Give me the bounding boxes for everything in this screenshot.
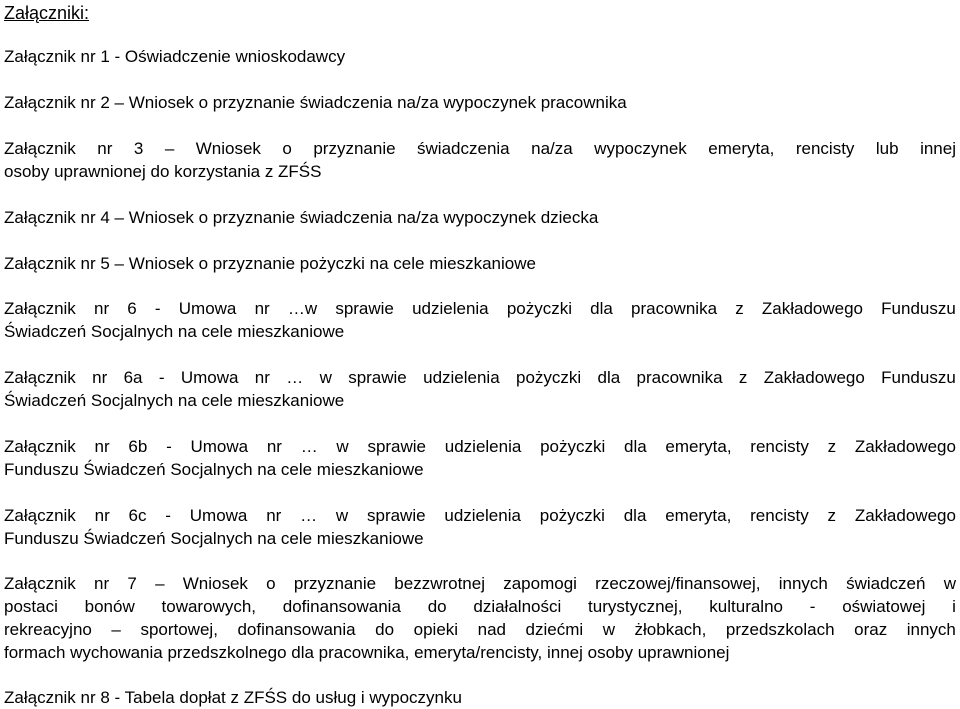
- word: sprawie: [366, 506, 426, 525]
- word: 3: [133, 139, 144, 158]
- word: z: [738, 368, 748, 387]
- attachment-8: [4, 686, 956, 709]
- word: Umowa: [190, 437, 249, 456]
- word: Załącznik: [4, 139, 76, 158]
- attachment-line: Funduszu Świadczeń Socjalnych na cele mieszkaniowe: [4, 529, 424, 548]
- word: dofinansowania: [282, 597, 401, 616]
- word: -: [158, 368, 165, 387]
- word: do: [375, 620, 395, 639]
- word: -: [154, 299, 161, 318]
- word: świadczeń: [846, 574, 926, 593]
- word: Zakładowego: [854, 506, 956, 525]
- word: przyznanie: [293, 574, 377, 593]
- attachment-line: Załącznik nr 1 - Oświadczenie wnioskodawcy: [4, 47, 346, 66]
- word: bezzwrotnej: [394, 574, 485, 593]
- word: nr: [94, 574, 110, 593]
- word: dla: [623, 437, 647, 456]
- word: o: [282, 139, 292, 158]
- attachment-2: [4, 91, 956, 114]
- word: 6c: [128, 506, 147, 525]
- word: Funduszu: [881, 368, 956, 387]
- word: dla: [590, 299, 613, 318]
- word: w: [943, 574, 956, 593]
- word: nr: [266, 437, 282, 456]
- attachment-line: [4, 618, 956, 641]
- word: nad: [477, 620, 506, 639]
- word: na/za: [531, 139, 573, 158]
- word: w: [335, 506, 349, 525]
- word: pracownika: [636, 368, 723, 387]
- word: turystycznej,: [588, 597, 683, 616]
- word: Wniosek: [182, 574, 248, 593]
- word: w: [336, 437, 349, 456]
- word: 6b: [128, 437, 148, 456]
- attachment-6a: [4, 366, 956, 412]
- attachment-line: [4, 595, 956, 618]
- word: Umowa: [189, 506, 248, 525]
- word: Załącznik: [4, 299, 76, 318]
- word: -: [165, 506, 171, 525]
- word: …: [300, 506, 318, 525]
- attachment-line: Załącznik nr 4 – Wniosek o przyznanie świadczenia na/za wypoczynek dziecka: [4, 208, 599, 227]
- word: udzielenia: [444, 506, 521, 525]
- attachment-3: [4, 137, 956, 183]
- attachment-line: formach wychowania przedszkolnego dla pracownika, emeryta/rencisty, innej osoby uprawnionej: [4, 643, 730, 662]
- attachment-6: [4, 297, 956, 343]
- word: w: [319, 368, 332, 387]
- word: do: [427, 597, 447, 616]
- word: przyznanie: [313, 139, 396, 158]
- attachment-6b: [4, 435, 956, 481]
- word: opieki: [413, 620, 459, 639]
- word: pożyczki: [540, 437, 606, 456]
- word: nr: [92, 368, 108, 387]
- word: dziećmi: [525, 620, 584, 639]
- word: innej: [920, 139, 956, 158]
- attachment-line: Załącznik nr 8 - Tabela dopłat z ZFŚS do usług i wypoczynku: [4, 688, 462, 707]
- word: z: [827, 437, 837, 456]
- word: nr: [93, 299, 110, 318]
- word: Zakładowego: [854, 437, 956, 456]
- word: …w: [287, 299, 318, 318]
- attachment-line: Świadczeń Socjalnych na cele mieszkaniowe: [4, 322, 345, 341]
- word: Umowa: [178, 299, 237, 318]
- word: wypoczynek: [594, 139, 687, 158]
- word: zapomogi: [503, 574, 577, 593]
- word: dofinansowania: [237, 620, 356, 639]
- word: z: [827, 506, 837, 525]
- word: Załącznik: [4, 506, 76, 525]
- word: lub: [875, 139, 899, 158]
- word: towarowych,: [161, 597, 256, 616]
- word: –: [155, 574, 165, 593]
- word: żłobkach,: [634, 620, 707, 639]
- word: Wniosek: [195, 139, 261, 158]
- word: oświatowej: [842, 597, 926, 616]
- word: nr: [254, 368, 270, 387]
- attachment-line: [4, 504, 956, 527]
- word: innych: [778, 574, 828, 593]
- word: …: [286, 368, 304, 387]
- word: -: [809, 597, 816, 616]
- word: pożyczki: [539, 506, 605, 525]
- word: dla: [623, 506, 647, 525]
- word: 6: [127, 299, 137, 318]
- attachment-line: Załącznik nr 2 – Wniosek o przyznanie świadczenia na/za wypoczynek pracownika: [4, 93, 627, 112]
- attachment-line: Funduszu Świadczeń Socjalnych na cele mieszkaniowe: [4, 460, 424, 479]
- word: w: [602, 620, 615, 639]
- word: Zakładowego: [763, 368, 865, 387]
- word: rencisty: [795, 139, 855, 158]
- word: rencisty: [750, 506, 809, 525]
- word: emeryta,: [665, 506, 732, 525]
- word: działalności: [473, 597, 562, 616]
- word: udzielenia: [423, 368, 500, 387]
- word: świadczenia: [417, 139, 510, 158]
- word: nr: [94, 506, 110, 525]
- word: sprawie: [335, 299, 394, 318]
- word: Funduszu: [881, 299, 956, 318]
- attachment-line: [4, 297, 956, 320]
- word: –: [111, 620, 121, 639]
- word: nr: [97, 139, 113, 158]
- word: i: [952, 597, 956, 616]
- attachment-5: [4, 252, 956, 275]
- word: Załącznik: [4, 437, 76, 456]
- word: postaci: [4, 597, 58, 616]
- word: oraz: [854, 620, 888, 639]
- word: bonów: [84, 597, 135, 616]
- attachment-line: [4, 435, 956, 458]
- attachments-heading: Załączniki:: [4, 3, 90, 23]
- word: pracownika: [631, 299, 718, 318]
- word: przedszkolach: [725, 620, 835, 639]
- attachment-line: [4, 366, 956, 389]
- word: nr: [266, 506, 282, 525]
- attachment-7: [4, 572, 956, 664]
- attachment-6c: [4, 504, 956, 550]
- word: rekreacyjno: [4, 620, 92, 639]
- word: 7: [127, 574, 137, 593]
- word: –: [164, 139, 175, 158]
- word: dla: [597, 368, 621, 387]
- word: emeryta,: [708, 139, 775, 158]
- word: 6a: [123, 368, 143, 387]
- word: Zakładowego: [761, 299, 863, 318]
- word: pożyczki: [516, 368, 582, 387]
- word: pożyczki: [506, 299, 572, 318]
- attachment-1: [4, 45, 956, 68]
- word: udzielenia: [444, 437, 522, 456]
- word: Załącznik: [4, 574, 76, 593]
- word: nr: [254, 299, 270, 318]
- word: innych: [906, 620, 956, 639]
- attachment-line: Świadczeń Socjalnych na cele mieszkaniowe: [4, 391, 345, 410]
- attachment-line: [4, 572, 956, 595]
- word: rzeczowej/finansowej,: [595, 574, 761, 593]
- attachment-line: osoby uprawnionej do korzystania z ZFŚS: [4, 162, 322, 181]
- word: sportowej,: [140, 620, 218, 639]
- attachment-4: [4, 206, 956, 229]
- word: sprawie: [348, 368, 407, 387]
- word: sprawie: [367, 437, 427, 456]
- word: nr: [94, 437, 110, 456]
- word: Umowa: [180, 368, 239, 387]
- word: Załącznik: [4, 368, 76, 387]
- word: kulturalno: [709, 597, 783, 616]
- word: …: [300, 437, 318, 456]
- word: z: [735, 299, 744, 318]
- word: emeryta,: [665, 437, 732, 456]
- attachment-line: Załącznik nr 5 – Wniosek o przyznanie pożyczki na cele mieszkaniowe: [4, 254, 536, 273]
- word: -: [166, 437, 172, 456]
- word: o: [266, 574, 276, 593]
- word: rencisty: [750, 437, 809, 456]
- attachment-line: [4, 137, 956, 160]
- word: udzielenia: [412, 299, 489, 318]
